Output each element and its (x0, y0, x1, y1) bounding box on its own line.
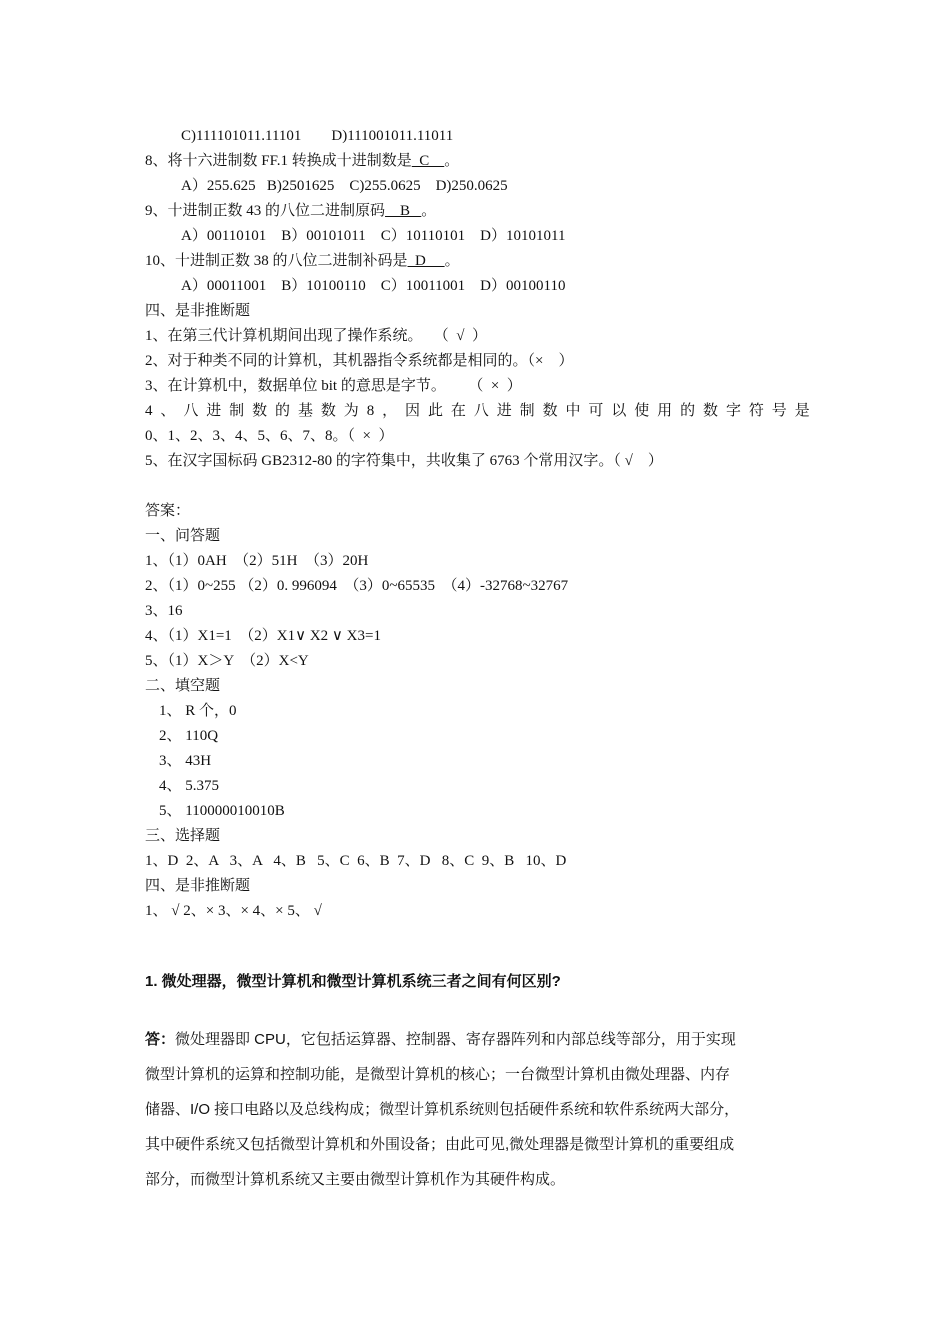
judge-item-4-char: 用 (657, 403, 673, 419)
answer-s2-4: 4、 5.375 (159, 778, 220, 794)
q8-text: 8、将十六进制数 FF.1 转换成十进制数是 (145, 153, 412, 169)
judge-item-4-char: 在 (450, 403, 466, 419)
judge-item-4-char: ， (382, 403, 398, 419)
q9-end: 。 (421, 203, 437, 219)
essay-answer-label: 答： (145, 1031, 176, 1048)
essay-line-2: 微型计算机的运算和控制功能，是微型计算机的核心；一台微型计算机由微处理器、内存 (145, 1066, 731, 1083)
judge-item-5: 5、在汉字国标码 GB2312-80 的字符集中，共收集了 6763 个常用汉字。（ √ ） (145, 453, 663, 469)
document-body (145, 124, 810, 924)
judge-item-4-char: 数 (703, 403, 719, 419)
answer-s2-3: 3、 43H (159, 753, 212, 769)
judge-title: 四、是非推断题 (145, 303, 251, 319)
judge-item-4-char: 数 (320, 403, 336, 419)
essay-question-heading: 1. 微处理器，微型计算机和微型计算机系统三者之间有何区别? (145, 973, 561, 990)
judge-item-4-char: 的 (275, 403, 291, 419)
answer-s1-1: 1、（1）0AH （2）51H （3）20H (145, 553, 369, 569)
judge-item-4-char: 是 (794, 403, 810, 419)
judge-item-4-char: 数 (542, 403, 558, 419)
judge-item-4-char: 此 (427, 403, 443, 419)
answer-s1-4: 4、（1）X1=1 （2）X1∨ X2 ∨ X3=1 (145, 628, 381, 644)
judge-item-4-char: 为 (343, 403, 359, 419)
answers-section2-title: 二、填空题 (145, 678, 221, 694)
q7-options: C)111101011.11101 D)111001011.11011 (181, 128, 454, 144)
answer-s2-5: 5、 110000010010B (159, 803, 285, 819)
judge-item-4-char: 进 (206, 403, 222, 419)
judge-item-4-char: 、 (160, 403, 176, 419)
q8-question (145, 149, 810, 174)
q8-options: A）255.625 B)2501625 C)255.0625 D)250.0625 (181, 178, 508, 194)
essay-line-1 (145, 1022, 810, 1057)
q10-question (145, 249, 810, 274)
essay-line-4: 其中硬件系统又包括微型计算机和外围设备；由此可见,微处理器是微型计算机的重要组成 (145, 1136, 735, 1153)
judge-item-4-char: 因 (405, 403, 421, 419)
judge-item-4-char: 八 (473, 403, 489, 419)
answer-s1-2: 2、（1）0~255 （2）0. 996094 （3）0~65535 （4）-32768~32767 (145, 578, 569, 594)
judge-item-4-char: 符 (748, 403, 764, 419)
answer-s2-1: 1、 R 个，0 (159, 703, 237, 719)
judge-item-4-char: 8 (366, 403, 375, 419)
answer-s3: 1、D 2、A 3、A 4、B 5、C 6、B 7、D 8、C 9、B 10、D (145, 853, 567, 869)
answers-section1-title: 一、问答题 (145, 528, 221, 544)
judge-item-1: 1、在第三代计算机期间出现了操作系统。 （ √ ） (145, 328, 487, 344)
judge-item-4-char: 以 (611, 403, 627, 419)
judge-item-4-char: 字 (725, 403, 741, 419)
essay-line-1-text: 微处理器即 CPU，它包括运算器、控制器、寄存器阵列和内部总线等部分，用于实现 (175, 1031, 736, 1048)
answer-s1-3: 3、16 (145, 603, 183, 619)
judge-item-3: 3、在计算机中，数据单位 bit 的意思是字节。 （ × ） (145, 378, 522, 394)
essay-line-3: 储器、I/O 接口电路以及总线构成；微型计算机系统则包括硬件系统和软件系统两大部分， (145, 1101, 740, 1118)
judge-item-4-line1 (145, 399, 810, 424)
answers-title: 答案： (145, 503, 191, 519)
answer-s4: 1、 √ 2、× 3、× 4、× 5、 √ (145, 903, 322, 919)
judge-item-4-char: 制 (229, 403, 245, 419)
q8-end: 。 (444, 153, 460, 169)
judge-item-4-char: 使 (634, 403, 650, 419)
q9-options: A）00110101 B）00101011 C）10110101 D）10101011 (181, 228, 566, 244)
q9-text: 9、十进制正数 43 的八位二进制原码 (145, 203, 386, 219)
q9-question (145, 199, 810, 224)
judge-item-4-char: 进 (496, 403, 512, 419)
judge-item-4-char: 八 (183, 403, 199, 419)
judge-item-4-char: 可 (588, 403, 604, 419)
judge-item-4-char: 4 (145, 403, 153, 419)
judge-item-4-char: 号 (771, 403, 787, 419)
q10-options: A）00011001 B）10100110 C）10011001 D）00100110 (181, 278, 566, 294)
judge-item-4-char: 的 (680, 403, 696, 419)
answer-s1-5: 5、（1）X＞Y （2）X<Y (145, 653, 309, 669)
q10-answer: D (407, 253, 445, 269)
judge-item-4-char: 基 (297, 403, 313, 419)
judge-item-4-char: 数 (252, 403, 268, 419)
judge-item-4-line2: 0、1、2、3、4、5、6、7、8。（ × ） (145, 428, 394, 444)
answers-section4-title: 四、是非推断题 (145, 878, 251, 894)
essay-answer (145, 1022, 810, 1197)
q10-end: 。 (444, 253, 460, 269)
answers-section3-title: 三、选择题 (145, 828, 221, 844)
essay-line-5: 部分，而微型计算机系统又主要由微型计算机作为其硬件构成。 (145, 1171, 566, 1188)
judge-item-4-char: 中 (565, 403, 581, 419)
answer-s2-2: 2、 110Q (159, 728, 219, 744)
q8-answer: C (411, 153, 445, 169)
q10-text: 10、十进制正数 38 的八位二进制补码是 (145, 253, 408, 269)
q9-answer: B (385, 203, 422, 219)
judge-item-4-char: 制 (519, 403, 535, 419)
judge-item-2: 2、对于种类不同的计算机，其机器指令系统都是相同的。（× ） (145, 353, 574, 369)
